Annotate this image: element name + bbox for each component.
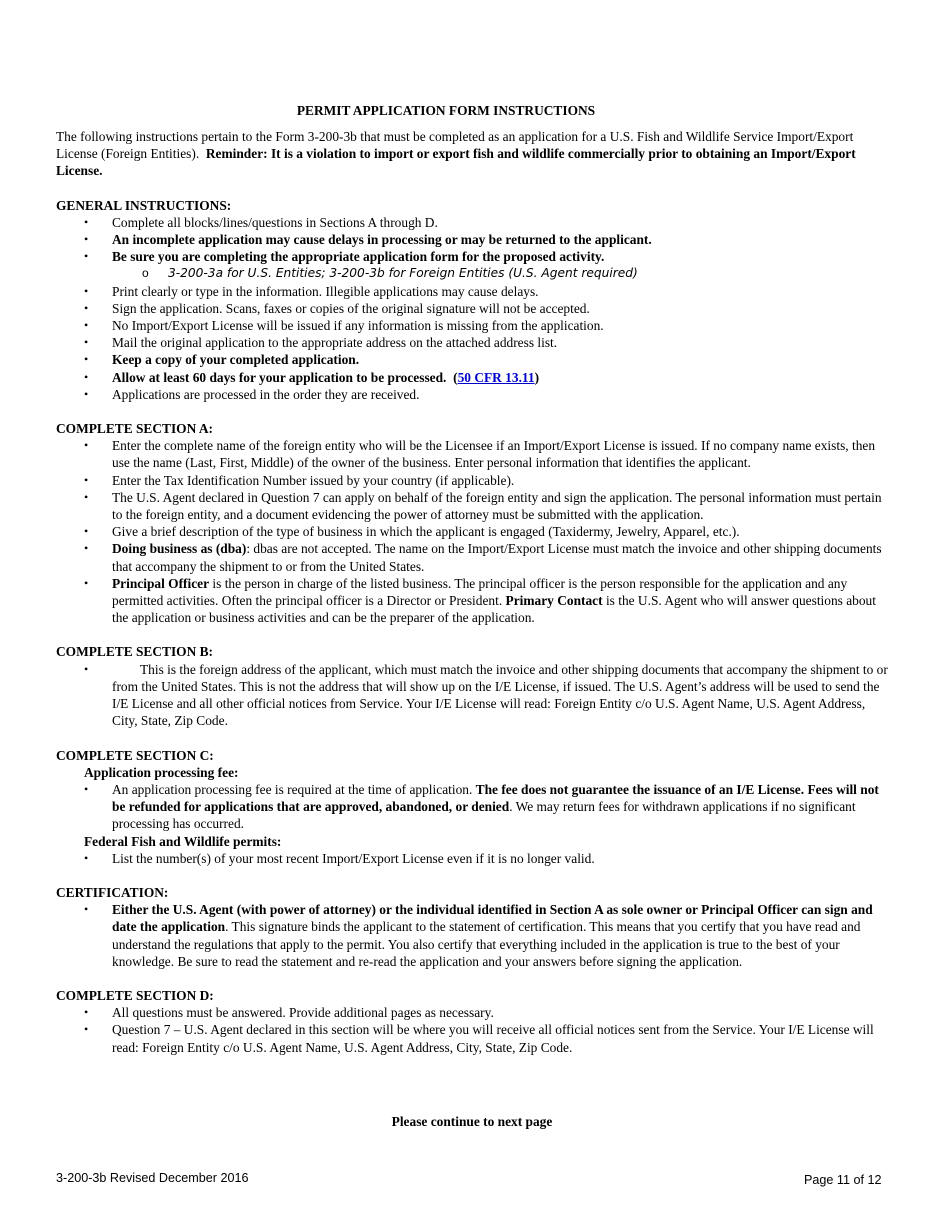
list-item [56, 231, 888, 248]
list-item: • Enter the Tax Identification Number issued by your country (if applicable). [56, 472, 888, 489]
intro-text: The following instructions pertain to the Form 3-200-3b that must be completed as an application for a U.S. Fish and Wildlife Service Import/Export License (Foreign Entities). [56, 129, 854, 162]
permits-subheading: Federal Fish and Wildlife permits: [84, 833, 282, 849]
fee-text-2: . We may return fees for withdrawn applications if no significant processing has occurred. [112, 799, 856, 832]
list-item: • No Import/Export License will be issued if any information is missing from the application. [56, 317, 888, 334]
section-a-heading: COMPLETE SECTION A: [56, 421, 213, 437]
list-item: • Enter the complete name of the foreign entity who will be the Licensee if an Import/Export License is issued. If no company name exists, then use the name (Last, First, Middle) of the owner of the business. Enter personal information that identifies the applicant. [56, 437, 888, 471]
section-c-fee-list [56, 781, 888, 833]
page-title: PERMIT APPLICATION FORM INSTRUCTIONS [296, 103, 596, 118]
principal-officer-label: Principal Officer [112, 575, 210, 591]
list-item: • List the number(s) of your most recent Import/Export License even if it is no longer valid. [56, 850, 888, 867]
list-item [56, 781, 888, 833]
list-item [56, 248, 888, 265]
list-item [56, 901, 888, 970]
list-item: • Print clearly or type in the information. Illegible applications may cause delays. [56, 283, 888, 300]
list-item: • Mail the original application to the appropriate address on the attached address list. [56, 334, 888, 351]
list-item-bold: Allow at least 60 days for your application to be processed. [112, 369, 447, 385]
list-item: • Allow at least 60 days for your application to be processed. (50 CFR 13.11) [56, 369, 888, 386]
certification-heading: CERTIFICATION: [56, 884, 169, 900]
section-b-list [56, 661, 888, 730]
list-item: • Complete all blocks/lines/questions in Sections A through D. [56, 214, 888, 231]
dba-label: Doing business as (dba) [112, 541, 247, 557]
certification-list [56, 901, 888, 970]
list-item: • Applications are processed in the order they are received. [56, 386, 888, 403]
list-item [56, 351, 888, 368]
list-item [56, 661, 888, 730]
list-item-bold: Keep a copy of your completed application. [112, 352, 360, 368]
list-item-bold: An incomplete application may cause delays in processing or may be returned to the applicant. [112, 232, 652, 248]
section-c-permits-list [56, 850, 888, 867]
section-b-heading: COMPLETE SECTION B: [56, 644, 213, 660]
dba-text: : dbas are not accepted. The name on the Import/Export License must match the invoice and other shipping documents that accompany the shipment to or from the United States. [112, 541, 882, 574]
fee-text: An application processing fee is required at the time of application. [112, 781, 476, 797]
section-a-list [56, 437, 888, 626]
footer-page-number: Page 11 of 12 [804, 1173, 882, 1187]
footer-form-id: 3-200-3b Revised December 2016 [56, 1171, 249, 1185]
list-item: • Give a brief description of the type of business in which the applicant is engaged (Taxidermy, Jewelry, Apparel, etc.). [56, 523, 888, 540]
content [56, 128, 888, 1056]
list-item: • The U.S. Agent declared in Question 7 can apply on behalf of the foreign entity and sign the application. The personal information must pertain to the foreign entity, and a document evidencing the power of attorney must be submitted with the application. [56, 489, 888, 523]
primary-contact-label: Primary Contact [505, 593, 603, 609]
general-heading: GENERAL INSTRUCTIONS: [56, 197, 232, 213]
list-item [56, 540, 888, 574]
list-item: • All questions must be answered. Provide additional pages as necessary. [56, 1004, 888, 1021]
certification-bold: Either the U.S. Agent (with power of attorney) or the individual identified in Section A as sole owner or Principal Officer can sign and date the application [112, 902, 873, 935]
certification-text: . This signature binds the applicant to the statement of certification. This means that you certify that you have read and understand the regulations that apply to the permit. You also certify that everything included in the application is true to the best of your knowledge. Be sure to read the statement and re-read the application and your answers before signing the application. [112, 919, 861, 969]
general-list-cont [56, 283, 888, 403]
general-sublist [56, 265, 888, 282]
intro-reminder: Reminder: It is a violation to import or export fish and wildlife commercially prior to obtaining an Import/Export License. [56, 146, 856, 179]
primary-contact-text: is the U.S. Agent who will answer questions about the application or business activities and can be the preparer of the application. [112, 593, 876, 626]
principal-officer-text: is the person in charge of the listed business. The principal officer is the person responsible for the application and any permitted activities. Often the principal officer is a Director or President. [112, 575, 848, 609]
fee-bold: The fee does not guarantee the issuance of an I/E License. Fees will not be refunded for applications that are approved, abandoned, or denied [112, 781, 879, 815]
list-item: • Sign the application. Scans, faxes or copies of the original signature will not be accepted. [56, 300, 888, 317]
fee-subheading: Application processing fee: [84, 764, 239, 780]
general-list [56, 214, 888, 266]
section-d-list [56, 1004, 888, 1056]
list-item-bold: Be sure you are completing the appropriate application form for the proposed activity. [112, 249, 605, 265]
section-d-heading: COMPLETE SECTION D: [56, 987, 214, 1003]
list-item: • Question 7 – U.S. Agent declared in this section will be where you will receive all official notices sent from the Service. Your I/E License will read: Foreign Entity c/o U.S. Agent Name, U.S. Agent Address, City, State, Zip Code. [56, 1021, 888, 1055]
sub-list-item: o 3-200-3a for U.S. Entities; 3-200-3b for Foreign Entities (U.S. Agent required) [56, 265, 888, 282]
section-c-heading: COMPLETE SECTION C: [56, 747, 214, 763]
intro-paragraph [56, 128, 888, 180]
cfr-link[interactable]: 50 CFR 13.11 [457, 369, 535, 385]
section-b-text: This is the foreign address of the applicant, which must match the invoice and other shipping documents that accompany the shipment to or from the United States. This is not the address that will show up on the I/E License, if issued. The U.S. Agent’s address will be used to send the I/E License and all other official notices from Service. Your I/E License will read: Foreign Entity c/o U.S. Agent Name, U.S. Agent Address, City, State, Zip Code. [112, 661, 888, 729]
list-item [56, 575, 888, 627]
continue-note: Please continue to next page [391, 1114, 553, 1129]
